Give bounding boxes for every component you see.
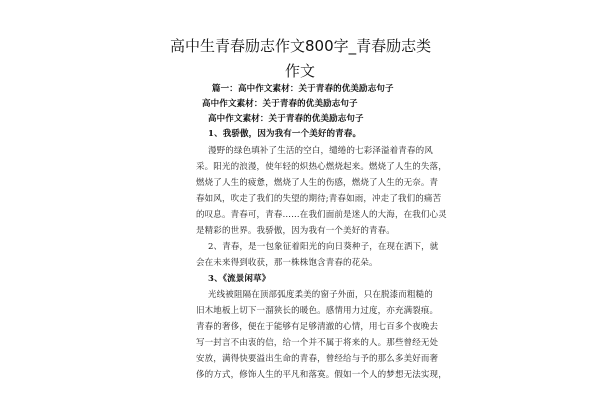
body-line: 是精彩的世界。我骄傲，因为我有一个美好的青春。 — [196, 226, 395, 236]
document-title-line-2: 作文 — [284, 62, 315, 80]
numbered-item: 3、《流景闲草》 — [208, 274, 271, 284]
subheading: 高中作文素材：关于青春的优美励志句子 — [208, 114, 364, 124]
body-line: 安放，满得快要溢出生命的青春，曾经给与予的那么多美好而奢 — [196, 354, 439, 364]
body-line: 的叹息。青春可，青春……在我们面前是迷人的大海，在我们心灵 — [196, 210, 447, 220]
numbered-item: 1、我骄傲，因为我有一个美好的青春。 — [208, 129, 362, 139]
body-line: 光线被阻隔在顶部弧度柔美的窗子外面，只在脱漆而粗糙的 — [208, 290, 433, 300]
subheading: 高中作文素材：关于青春的优美励志句子 — [202, 99, 358, 109]
body-line: 旧木地板上切下一溜狭长的暖色。感情用力过度，亦充满裂痕。 — [196, 306, 439, 316]
body-line: 采。阳光的浪漫，使年轻的炽热心燃烧起来。燃烧了人生的失落， — [196, 162, 447, 172]
document-title-line-1: 高中生青春励志作文800字_青春励志类 — [170, 37, 432, 55]
numbered-item: 2、青春，是一包象征着阳光的向日葵种子，在现在洒下，就 — [208, 242, 439, 252]
section-heading: 篇一：高中作文素材：关于青春的优美励志句子 — [212, 84, 394, 94]
body-line: 漫野的绿色填补了生活的空白，缱绻的七彩泽溢着青春的风 — [208, 146, 433, 156]
body-line: 春如风，吹走了我们的失望的期待;青春如雨，冲走了我们的痛苦 — [196, 194, 442, 204]
body-line: 燃烧了人生的疲惫，燃烧了人生的伤感，燃烧了人生的无奈。青 — [196, 178, 439, 188]
body-line: 会在未来得到收获，那一株株饱含青春的花朵。 — [196, 258, 378, 268]
body-line: 写一封言不由衷的信，给一个并不属于将来的人。那些曾经无处 — [196, 338, 439, 348]
body-line: 侈的方式，修饰人生的平凡和落寞。假如一个人的梦想无法实现， — [196, 370, 447, 380]
body-line: 青春的奢侈，便在于能够有足够清澈的心情，用七百多个夜晚去 — [196, 322, 439, 332]
